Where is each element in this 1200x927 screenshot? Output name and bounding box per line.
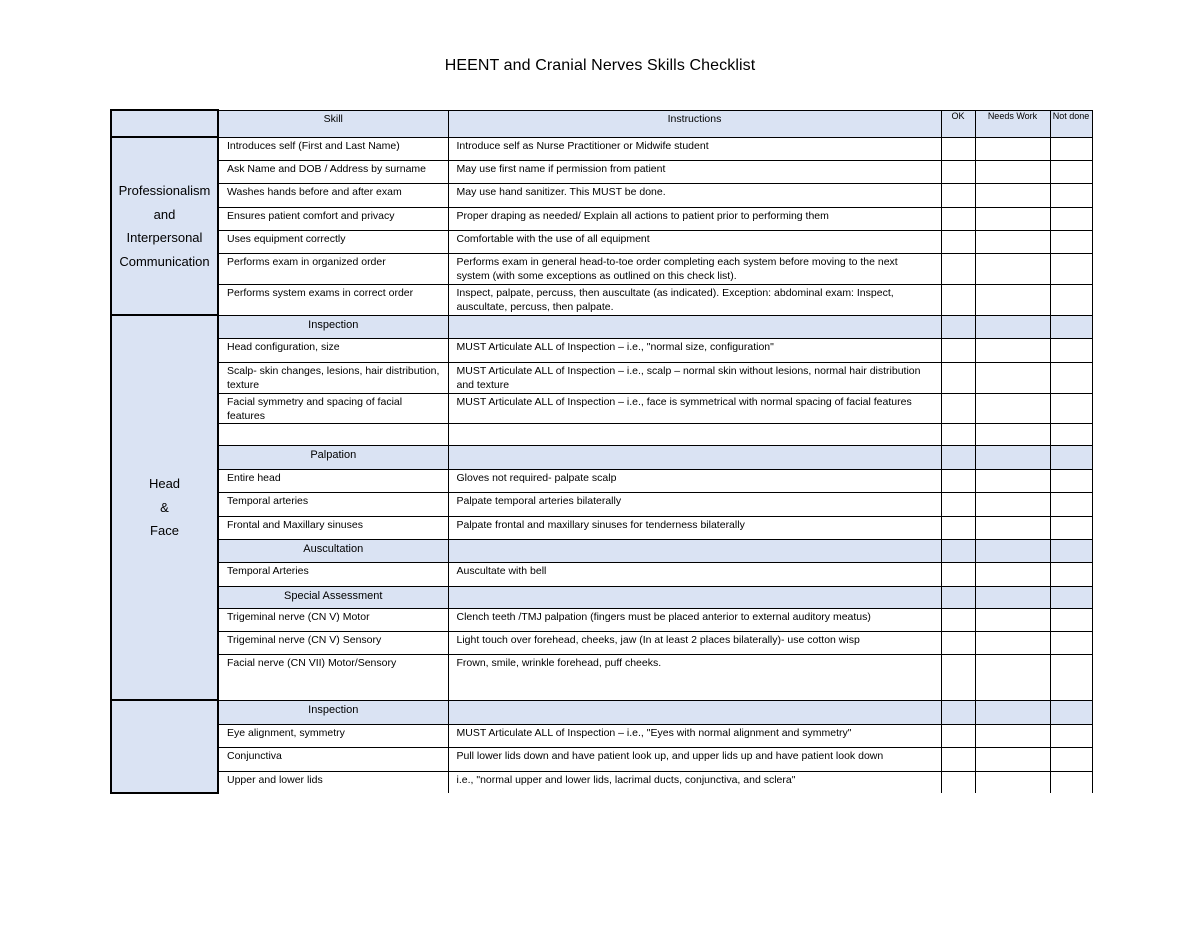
needs-work-checkbox-cell[interactable] [975,423,1050,445]
checklist-row [111,160,1092,183]
checklist-row [111,562,1092,586]
not-done-checkbox-cell[interactable] [1050,393,1092,423]
instruction-cell: Comfortable with the use of all equipment [448,230,941,253]
instruction-cell: MUST Articulate ALL of Inspection – i.e., face is symmetrical with normal spacing of facial features [448,393,941,423]
not-done-checkbox-cell[interactable] [1050,700,1092,724]
ok-checkbox-cell[interactable] [941,393,975,423]
needs-work-checkbox-cell[interactable] [975,315,1050,338]
instruction-cell: Palpate frontal and maxillary sinuses for tenderness bilaterally [448,516,941,539]
skill-cell: Trigeminal nerve (CN V) Sensory [218,631,448,654]
skill-cell: Frontal and Maxillary sinuses [218,516,448,539]
checklist-row [111,284,1092,315]
subheader-row [111,445,1092,469]
needs-work-checkbox-cell[interactable] [975,183,1050,207]
instruction-cell: Frown, smile, wrinkle forehead, puff cheeks. [448,654,941,700]
skill-cell: Facial symmetry and spacing of facial features [218,393,448,423]
not-done-checkbox-cell[interactable] [1050,230,1092,253]
needs-work-checkbox-cell[interactable] [975,393,1050,423]
checklist-row [111,631,1092,654]
ok-checkbox-cell[interactable] [941,284,975,315]
needs-work-checkbox-cell[interactable] [975,631,1050,654]
skill-cell: Uses equipment correctly [218,230,448,253]
instruction-cell: Introduce self as Nurse Practitioner or Midwife student [448,137,941,160]
ok-checkbox-cell[interactable] [941,700,975,724]
not-done-checkbox-cell[interactable] [1050,608,1092,631]
not-done-checkbox-cell[interactable] [1050,445,1092,469]
skill-cell: Entire head [218,469,448,492]
needs-work-checkbox-cell[interactable] [975,338,1050,362]
ok-checkbox-cell[interactable] [941,771,975,793]
ok-checkbox-cell[interactable] [941,516,975,539]
category-label: and [153,206,176,222]
needs-work-header: Needs Work [975,110,1050,137]
ok-checkbox-cell[interactable] [941,423,975,445]
page-title: HEENT and Cranial Nerves Skills Checklist [444,57,756,74]
checklist-row [111,747,1092,771]
ok-checkbox-cell[interactable] [941,183,975,207]
not-done-checkbox-cell[interactable] [1050,160,1092,183]
instruction-cell: Pull lower lids down and have patient look up, and upper lids up and have patient look down [448,747,941,771]
skill-cell: Conjunctiva [218,747,448,771]
ok-header: OK [941,110,975,137]
instruction-cell: Proper draping as needed/ Explain all actions to patient prior to performing them [448,207,941,230]
checklist-row [111,207,1092,230]
instruction-cell [448,586,941,608]
checklist-row [111,137,1092,160]
instruction-cell: Palpate temporal arteries bilaterally [448,492,941,516]
skill-cell: Performs system exams in correct order [218,284,448,315]
subheader-label: Inspection [218,315,448,338]
ok-checkbox-cell[interactable] [941,445,975,469]
instruction-cell: Gloves not required- palpate scalp [448,469,941,492]
instruction-cell: Inspect, palpate, percuss, then auscultate (as indicated). Exception: abdominal exam: Inspect, auscultate, percuss, then palpate. [448,284,941,315]
ok-checkbox-cell[interactable] [941,631,975,654]
subheader-row [111,315,1092,338]
category-label: Interpersonal [126,230,203,245]
skill-cell: Trigeminal nerve (CN V) Motor [218,608,448,631]
not-done-checkbox-cell[interactable] [1050,315,1092,338]
needs-work-checkbox-cell[interactable] [975,469,1050,492]
instruction-cell: May use first name if permission from patient [448,160,941,183]
instruction-cell [448,315,941,338]
not-done-checkbox-cell[interactable] [1050,516,1092,539]
skill-cell: Temporal arteries [218,492,448,516]
subheader-row [111,586,1092,608]
instruction-cell [448,423,941,445]
skill-cell: Scalp- skin changes, lesions, hair distribution, texture [218,362,448,393]
ok-checkbox-cell[interactable] [941,230,975,253]
skill-cell [218,423,448,445]
checklist-row [111,230,1092,253]
category-label: & [160,499,169,515]
instruction-cell: Light touch over forehead, cheeks, jaw (In at least 2 places bilaterally)- use cotton wisp [448,631,941,654]
needs-work-checkbox-cell[interactable] [975,700,1050,724]
not-done-checkbox-cell[interactable] [1050,469,1092,492]
ok-checkbox-cell[interactable] [941,362,975,393]
needs-work-checkbox-cell[interactable] [975,747,1050,771]
not-done-checkbox-cell[interactable] [1050,724,1092,747]
not-done-checkbox-cell[interactable] [1050,362,1092,393]
header-category-cell [111,110,218,137]
skill-cell: Facial nerve (CN VII) Motor/Sensory [218,654,448,700]
needs-work-checkbox-cell[interactable] [975,253,1050,284]
category-label: Face [150,523,179,539]
instruction-cell [448,539,941,562]
category-cell [111,137,218,315]
not-done-checkbox-cell[interactable] [1050,207,1092,230]
instruction-cell [448,700,941,724]
ok-checkbox-cell[interactable] [941,586,975,608]
ok-checkbox-cell[interactable] [941,492,975,516]
checklist-row [111,423,1092,445]
needs-work-checkbox-cell[interactable] [975,516,1050,539]
category-label: Head [148,476,181,492]
not-done-checkbox-cell[interactable] [1050,747,1092,771]
needs-work-checkbox-cell[interactable] [975,445,1050,469]
ok-checkbox-cell[interactable] [941,253,975,284]
ok-checkbox-cell[interactable] [941,539,975,562]
checklist-row [111,492,1092,516]
not-done-header: Not done [1050,110,1092,137]
skill-cell: Performs exam in organized order [218,253,448,284]
needs-work-checkbox-cell[interactable] [975,586,1050,608]
needs-work-checkbox-cell[interactable] [975,362,1050,393]
checklist-row [111,183,1092,207]
needs-work-checkbox-cell[interactable] [975,207,1050,230]
ok-checkbox-cell[interactable] [941,137,975,160]
instructions-header: Instructions [448,110,941,137]
not-done-checkbox-cell[interactable] [1050,654,1092,700]
skill-cell: Ask Name and DOB / Address by surname [218,160,448,183]
needs-work-checkbox-cell[interactable] [975,492,1050,516]
needs-work-checkbox-cell[interactable] [975,230,1050,253]
skill-header: Skill [218,110,448,137]
checklist-row [111,608,1092,631]
needs-work-checkbox-cell[interactable] [975,724,1050,747]
ok-checkbox-cell[interactable] [941,315,975,338]
checklist-row [111,724,1092,747]
not-done-checkbox-cell[interactable] [1050,183,1092,207]
not-done-checkbox-cell[interactable] [1050,492,1092,516]
instruction-cell: Auscultate with bell [448,562,941,586]
skill-cell: Temporal Arteries [218,562,448,586]
instruction-cell: i.e., "normal upper and lower lids, lacrimal ducts, conjunctiva, and sclera" [448,771,941,793]
not-done-checkbox-cell[interactable] [1050,338,1092,362]
needs-work-checkbox-cell[interactable] [975,608,1050,631]
needs-work-checkbox-cell[interactable] [975,160,1050,183]
checklist-row [111,654,1092,700]
not-done-checkbox-cell[interactable] [1050,631,1092,654]
skill-cell: Head configuration, size [218,338,448,362]
category-cell [111,315,218,700]
ok-checkbox-cell[interactable] [941,338,975,362]
ok-checkbox-cell[interactable] [941,207,975,230]
subheader-row [111,700,1092,724]
category-cell [111,700,218,793]
needs-work-checkbox-cell[interactable] [975,771,1050,793]
skill-cell: Eye alignment, symmetry [218,724,448,747]
ok-checkbox-cell[interactable] [941,724,975,747]
checklist-row [111,771,1092,793]
needs-work-checkbox-cell[interactable] [975,137,1050,160]
category-label: Communication [119,253,210,269]
ok-checkbox-cell[interactable] [941,654,975,700]
not-done-checkbox-cell[interactable] [1050,137,1092,160]
checklist-row [111,362,1092,393]
ok-checkbox-cell[interactable] [941,160,975,183]
not-done-checkbox-cell[interactable] [1050,253,1092,284]
checklist-row [111,469,1092,492]
subheader-label: Palpation [218,445,448,469]
not-done-checkbox-cell[interactable] [1050,771,1092,793]
not-done-checkbox-cell[interactable] [1050,586,1092,608]
not-done-checkbox-cell[interactable] [1050,539,1092,562]
needs-work-checkbox-cell[interactable] [975,654,1050,700]
instruction-cell: MUST Articulate ALL of Inspection – i.e., scalp – normal skin without lesions, normal hair distribution and texture [448,362,941,393]
header-row [111,110,1092,137]
needs-work-checkbox-cell[interactable] [975,284,1050,315]
skill-cell: Upper and lower lids [218,771,448,793]
ok-checkbox-cell[interactable] [941,747,975,771]
instruction-cell [448,445,941,469]
subheader-label: Auscultation [218,539,448,562]
checklist-row [111,338,1092,362]
instruction-cell: MUST Articulate ALL of Inspection – i.e., "normal size, configuration" [448,338,941,362]
needs-work-checkbox-cell[interactable] [975,562,1050,586]
not-done-checkbox-cell[interactable] [1050,423,1092,445]
instruction-cell: May use hand sanitizer. This MUST be done. [448,183,941,207]
skill-cell: Ensures patient comfort and privacy [218,207,448,230]
skills-checklist-table [110,109,1093,794]
instruction-cell: Clench teeth /TMJ palpation (fingers must be placed anterior to external auditory meatus) [448,608,941,631]
category-label: Professionalism [118,183,211,198]
checklist-row [111,516,1092,539]
not-done-checkbox-cell[interactable] [1050,562,1092,586]
subheader-row [111,539,1092,562]
skill-cell: Washes hands before and after exam [218,183,448,207]
instruction-cell: MUST Articulate ALL of Inspection – i.e., "Eyes with normal alignment and symmetry" [448,724,941,747]
subheader-label: Special Assessment [218,586,448,608]
ok-checkbox-cell[interactable] [941,562,975,586]
checklist-row [111,393,1092,423]
skill-cell: Introduces self (First and Last Name) [218,137,448,160]
ok-checkbox-cell[interactable] [941,608,975,631]
checklist-row [111,253,1092,284]
instruction-cell: Performs exam in general head-to-toe order completing each system before moving to the next system (with some exceptions as outlined on this check list). [448,253,941,284]
subheader-label: Inspection [218,700,448,724]
needs-work-checkbox-cell[interactable] [975,539,1050,562]
ok-checkbox-cell[interactable] [941,469,975,492]
not-done-checkbox-cell[interactable] [1050,284,1092,315]
